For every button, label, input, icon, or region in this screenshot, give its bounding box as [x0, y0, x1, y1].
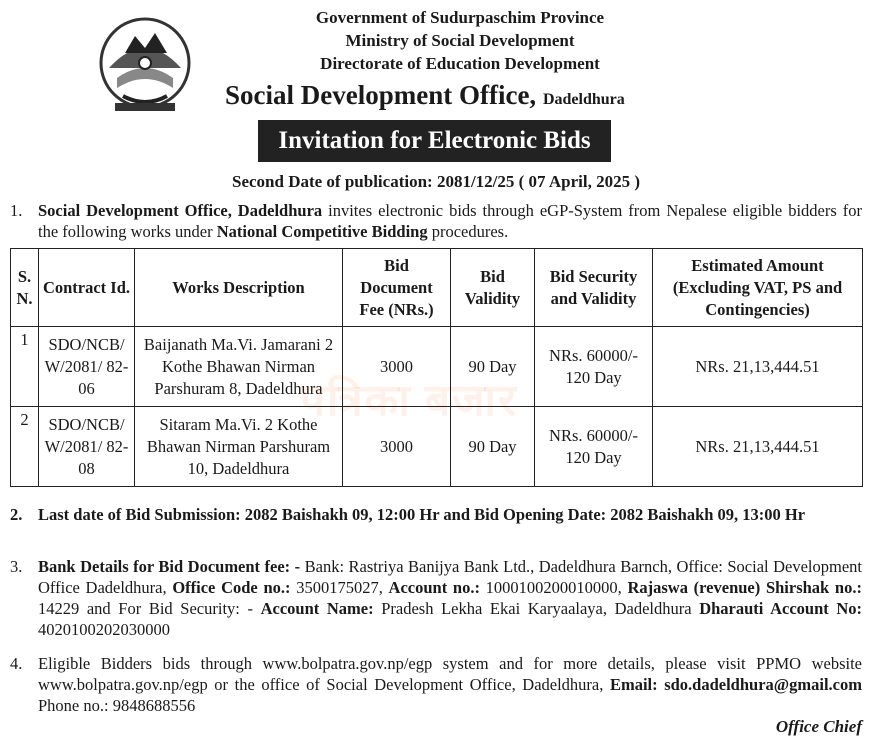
clause-bold: Bank Details for Bid Document fee: - [38, 557, 301, 576]
notice-banner: Invitation for Electronic Bids [258, 120, 611, 162]
email-link[interactable]: Email: sdo.dadeldhura@gmail.com [609, 675, 862, 694]
cell-amount: NRs. 21,13,444.51 [653, 407, 863, 487]
clause-1 [10, 200, 862, 242]
clause-bold: Office Code no.: [172, 578, 291, 597]
clause-2 [10, 504, 862, 525]
clause-text: Pradesh Lekha Ekai Karyaalaya, Dadeldhura [373, 599, 700, 618]
col-header-contract: Contract Id. [39, 249, 135, 327]
clause-text: 14229 and For Bid Security: - [38, 599, 261, 618]
clause-4 [10, 653, 862, 716]
cell-security: NRs. 60000/- 120 Day [535, 407, 653, 487]
clause-bold: Rajaswa (revenue) Shirshak no.: [627, 578, 862, 597]
clause-bold: Dharauti Account No: [699, 599, 863, 618]
phone-number: Phone no.: 9848688556 [38, 696, 196, 715]
cell-fee: 3000 [343, 407, 451, 487]
cell-amount: NRs. 21,13,444.51 [653, 327, 863, 407]
col-header-security: Bid Security and Validity [535, 249, 653, 327]
office-name: Social Development Office, [225, 80, 537, 110]
clause-bold: Account no.: [388, 578, 480, 597]
office-title [225, 80, 625, 111]
table-row [11, 407, 863, 487]
office-location: Dadeldhura [542, 91, 625, 108]
nepal-emblem-icon [95, 8, 195, 118]
clause-number: 4. [10, 654, 23, 673]
cell-security: NRs. 60000/- 120 Day [535, 327, 653, 407]
clause-number: 1. [10, 201, 23, 220]
col-header-works: Works Description [135, 249, 343, 327]
clause-text: Bank: Rastriya Banijya Bank Ltd., Dadeldhura Barnch, Office: Social Development Office Dadeldhura, [38, 557, 862, 597]
cell-sn: 2 [11, 407, 39, 487]
signature: Office Chief [775, 717, 862, 736]
clause-3 [10, 556, 862, 640]
col-header-fee: Bid Document Fee (NRs.) [343, 249, 451, 327]
cell-validity: 90 Day [451, 407, 535, 487]
header-ministry: Ministry of Social Development [345, 31, 575, 50]
clause-bold: Account Name: [260, 599, 374, 618]
clause-text: 3500175027, [290, 578, 389, 597]
clause-number: 2. [10, 505, 23, 524]
cell-contract: SDO/NCB/ W/2081/ 82-06 [39, 327, 135, 407]
watermark: पत्रिका बजार [300, 376, 519, 425]
clause-text: procedures. [427, 222, 509, 241]
table-row [11, 327, 863, 407]
clause-text: Eligible Bidders bids through www.bolpatra.gov.np/egp system and for more details, please visit PPMO website www.bolpatra.gov.np/egp or the office of Social Development Office, Dadeldhura, [38, 654, 862, 694]
clause-bold: Social Development Office, Dadeldhura [38, 201, 323, 220]
clause-text: Last date of Bid Submission: 2082 Baishakh 09, 12:00 Hr and Bid Opening Date: 2082 Baishakh 09, 13:00 Hr [38, 505, 806, 524]
col-header-sn: S. N. [11, 249, 39, 327]
clause-text: 4020100202030000 [38, 620, 170, 639]
clause-text: invites electronic bids through eGP-System from Nepalese eligible bidders for the following works under [38, 201, 862, 241]
header-government: Government of Sudurpaschim Province [315, 8, 605, 27]
cell-works: Baijanath Ma.Vi. Jamarani 2 Kothe Bhawan Nirman Parshuram 8, Dadeldhura [135, 327, 343, 407]
col-header-amount: Estimated Amount (Excluding VAT, PS and Contingencies) [653, 249, 863, 327]
cell-fee: 3000 [343, 327, 451, 407]
clause-bold: National Competitive Bidding [216, 222, 428, 241]
cell-sn: 1 [11, 327, 39, 407]
col-header-validity: Bid Validity [451, 249, 535, 327]
cell-contract: SDO/NCB/ W/2081/ 82-08 [39, 407, 135, 487]
publication-date: Second Date of publication: 2081/12/25 ( 07 April, 2025 ) [231, 172, 640, 191]
bids-table [10, 248, 863, 487]
header-directorate: Directorate of Education Development [320, 54, 600, 73]
cell-validity: 90 Day [451, 327, 535, 407]
cell-works: Sitaram Ma.Vi. 2 Kothe Bhawan Nirman Parshuram 10, Dadeldhura [135, 407, 343, 487]
clause-text: 1000100200010000, [479, 578, 628, 597]
clause-number: 3. [10, 557, 23, 576]
